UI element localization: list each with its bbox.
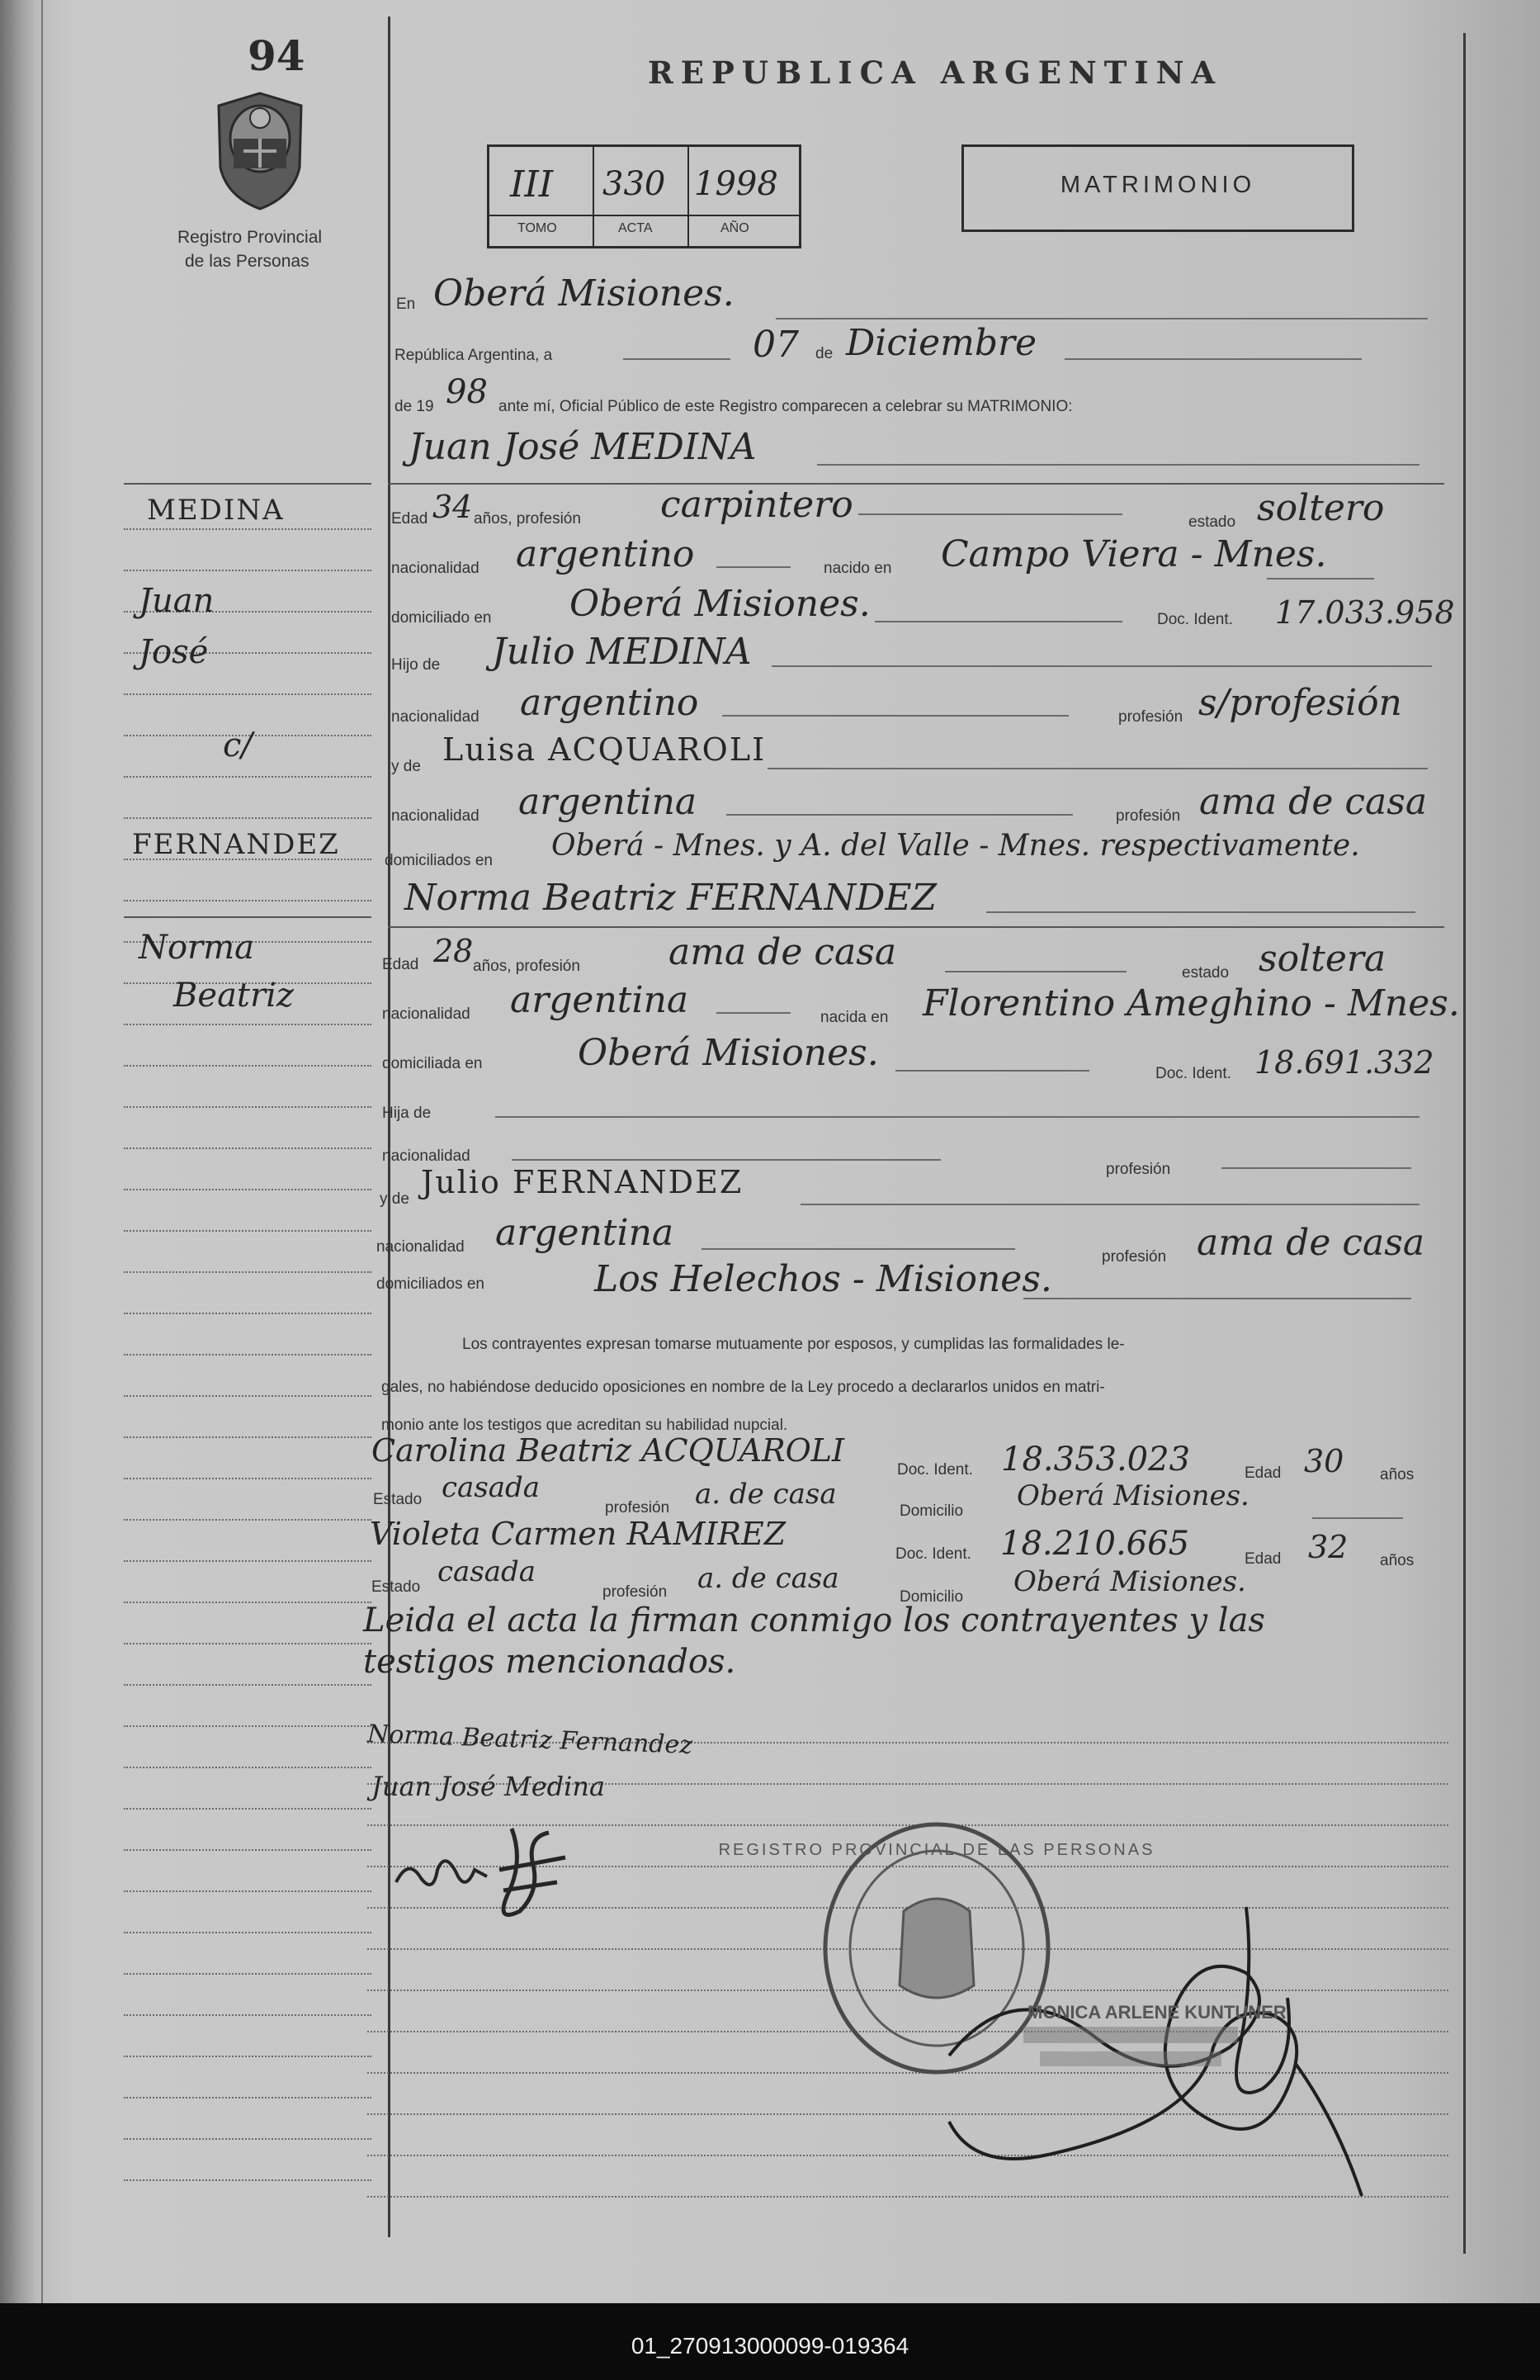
right-page-border	[1463, 33, 1466, 2254]
label-prof-bride-father: profesión	[1106, 1161, 1171, 1178]
groom-doc: 17.033.958	[1275, 594, 1455, 631]
ceremony-month: Diciembre	[846, 322, 1037, 364]
witness-2-domicile: Oberá Misiones.	[1013, 1565, 1246, 1598]
label-witness-2-profesion: profesión	[602, 1583, 668, 1601]
margin-given-groom-2: José	[139, 633, 209, 671]
acta-value: 330	[602, 165, 666, 203]
groom-birthplace: Campo Viera - Mnes.	[941, 533, 1327, 575]
label-nac-father: nacionalidad	[391, 708, 479, 726]
svg-text:MONICA ARLENE KUNTUNER: MONICA ARLENE KUNTUNER	[1027, 2002, 1287, 2023]
label-en: En	[396, 296, 416, 313]
label-nacido: nacido en	[824, 560, 892, 577]
label-domiciliados-bride: domiciliados en	[376, 1275, 484, 1293]
label-anos-prof-groom: años, profesión	[474, 510, 581, 528]
file-label: 01_270913000099-019364	[631, 2333, 909, 2359]
country-title: REPUBLICA ARGENTINA	[648, 54, 1223, 91]
label-de: de	[815, 345, 834, 362]
margin-surname-bride: FERNANDEZ	[132, 828, 340, 861]
groom-parents-domicile: Oberá - Mnes. y A. del Valle - Mnes. respectivamente.	[551, 829, 1360, 863]
groom-father-profession: s/profesión	[1198, 682, 1402, 724]
ano-label: AÑO	[720, 221, 749, 235]
label-republica: República Argentina, a	[394, 347, 553, 364]
margin-surname-groom: MEDINA	[147, 494, 285, 527]
margin-given-bride-1: Norma	[139, 929, 254, 967]
officer-signature-icon	[900, 1874, 1395, 2221]
witness-1-status: casada	[442, 1471, 541, 1504]
margin-given-groom-1: Juan	[139, 582, 215, 620]
label-witness-2-doc: Doc. Ident.	[895, 1545, 971, 1563]
bride-mother-nationality: argentina	[495, 1212, 674, 1254]
label-witness-1-estado: Estado	[373, 1491, 423, 1508]
label-edad-bride: Edad	[382, 956, 419, 973]
label-nac-bride-mother: nacionalidad	[376, 1238, 465, 1256]
witness-2-status: casada	[437, 1555, 536, 1588]
label-docident-bride: Doc. Ident.	[1155, 1065, 1231, 1082]
bride-domicile: Oberá Misiones.	[578, 1032, 879, 1074]
bride-age: 28	[433, 933, 474, 969]
witness-1-age: 30	[1304, 1443, 1344, 1479]
label-nacida: nacida en	[820, 1009, 889, 1026]
label-domiciliada: domiciliada en	[382, 1055, 483, 1072]
bride-signature: Norma Beatriz Fernandez	[366, 1720, 693, 1760]
label-yde-groom: y de	[391, 758, 421, 775]
svg-text:REGISTRO PROVINCIAL DE LAS PER: REGISTRO PROVINCIAL DE LAS PERSONAS	[718, 1841, 1155, 1859]
groom-domicile: Oberá Misiones.	[569, 583, 871, 625]
label-de19: de 19	[394, 398, 434, 415]
label-witness-1-doc: Doc. Ident.	[897, 1461, 973, 1479]
record-number-box	[487, 144, 801, 248]
bride-mother-profession: ama de casa	[1197, 1222, 1425, 1264]
label-anos-prof-bride: años, profesión	[473, 958, 580, 975]
bride-birthplace: Florentino Ameghino - Mnes.	[923, 982, 1460, 1024]
coat-of-arms-icon	[210, 89, 309, 213]
witness-2-age: 32	[1308, 1529, 1349, 1565]
groom-signature: Juan José Medina	[371, 1771, 606, 1802]
bride-profession: ama de casa	[668, 931, 897, 973]
margin-separator-2	[124, 916, 371, 918]
label-hija: Hija de	[382, 1105, 432, 1122]
label-nac-bride-father: nacionalidad	[382, 1147, 470, 1165]
label-estado-bride: estado	[1182, 964, 1230, 982]
label-witness-2-estado: Estado	[371, 1578, 421, 1596]
declaration-line-2: gales, no habiéndose deducido oposiciones en nombre de la Ley procedo a declararlos unidos en matri-	[381, 1379, 1105, 1396]
witness-1-domicile: Oberá Misiones.	[1017, 1479, 1249, 1512]
witness-1-name: Carolina Beatriz ACQUAROLI	[371, 1432, 845, 1469]
bride-doc: 18.691.332	[1254, 1044, 1434, 1081]
margin-given-bride-2: Beatriz	[173, 977, 294, 1015]
registry-name-line1: Registro Provincial	[177, 228, 323, 247]
witness-2-profession: a. de casa	[697, 1562, 839, 1595]
witness-signatures-icon	[388, 1812, 635, 1936]
witness-1-doc: 18.353.023	[1001, 1441, 1191, 1479]
label-hijo: Hijo de	[391, 656, 441, 674]
acta-label: ACTA	[618, 221, 653, 235]
label-domiciliado-groom: domiciliado en	[391, 609, 492, 627]
tomo-value: III	[510, 163, 554, 206]
record-type-title: MATRIMONIO	[1060, 172, 1256, 198]
witness-2-name: Violeta Carmen RAMIREZ	[370, 1516, 787, 1552]
witness-1-profession: a. de casa	[695, 1478, 837, 1511]
label-nac-bride: nacionalidad	[382, 1005, 470, 1023]
ceremony-day: 07	[753, 324, 799, 366]
label-witness-2-anos: años	[1380, 1552, 1415, 1569]
groom-nationality: argentino	[516, 533, 695, 575]
margin-separator-1	[124, 483, 371, 485]
margin-conjunction: c/	[223, 726, 253, 764]
label-domiciliados-groom: domiciliados en	[385, 852, 493, 869]
label-witness-2-domicilio: Domicilio	[900, 1588, 964, 1606]
tomo-label: TOMO	[517, 221, 557, 235]
groom-father: Julio MEDINA	[492, 631, 752, 673]
ceremony-year: 98	[446, 373, 488, 411]
groom-age: 34	[432, 489, 473, 525]
label-witness-1-anos: años	[1380, 1466, 1415, 1483]
bride-status: soltera	[1259, 938, 1386, 980]
label-witness-1-domicilio: Domicilio	[900, 1502, 964, 1520]
label-edad-groom: Edad	[391, 510, 428, 528]
bride-full-name: Norma Beatriz FERNANDEZ	[404, 877, 938, 919]
groom-father-nationality: argentino	[520, 682, 699, 724]
witness-2-doc: 18.210.665	[1000, 1525, 1190, 1563]
groom-mother-nationality: argentina	[518, 781, 697, 823]
closing-line-1: Leida el acta la firman conmigo los contrayentes y las	[363, 1602, 1265, 1640]
label-witness-2-edad: Edad	[1245, 1550, 1282, 1568]
groom-mother: Luisa ACQUAROLI	[442, 731, 767, 768]
record-type-box	[961, 144, 1354, 232]
closing-line-2: testigos mencionados.	[363, 1643, 736, 1681]
groom-full-name: Juan José MEDINA	[409, 426, 757, 468]
label-nac-groom: nacionalidad	[391, 560, 479, 577]
bride-nationality: argentina	[510, 979, 689, 1021]
bride-mother: Julio FERNANDEZ	[421, 1164, 744, 1200]
label-estado-groom: estado	[1188, 513, 1236, 531]
binding-edge	[41, 0, 43, 2303]
label-prof-bride-mother: profesión	[1102, 1248, 1167, 1266]
registry-name-line2: de las Personas	[185, 252, 309, 271]
groom-profession: carpintero	[660, 484, 853, 526]
label-prof-father: profesión	[1118, 708, 1183, 726]
declaration-line-1: Los contrayentes expresan tomarse mutuamente por esposos, y cumplidas las formalidades le-	[462, 1336, 1125, 1353]
groom-status: soltero	[1257, 487, 1385, 529]
intro-text: ante mí, Oficial Público de este Registro comparecen a celebrar su MATRIMONIO:	[498, 398, 1073, 415]
label-prof-mother: profesión	[1116, 807, 1181, 825]
label-witness-1-profesion: profesión	[605, 1499, 670, 1516]
declaration-line-3: monio ante los testigos que acreditan su habilidad nupcial.	[381, 1417, 788, 1434]
groom-mother-profession: ama de casa	[1199, 781, 1428, 823]
label-nac-mother: nacionalidad	[391, 807, 479, 825]
label-yde-bride: y de	[380, 1190, 409, 1208]
bride-parents-domicile: Los Helechos - Misiones.	[594, 1258, 1052, 1300]
label-docident-groom: Doc. Ident.	[1157, 611, 1233, 628]
ano-value: 1998	[694, 165, 778, 203]
label-witness-1-edad: Edad	[1245, 1464, 1282, 1482]
ceremony-place: Oberá Misiones.	[433, 272, 735, 315]
page-number: 94	[248, 31, 305, 80]
